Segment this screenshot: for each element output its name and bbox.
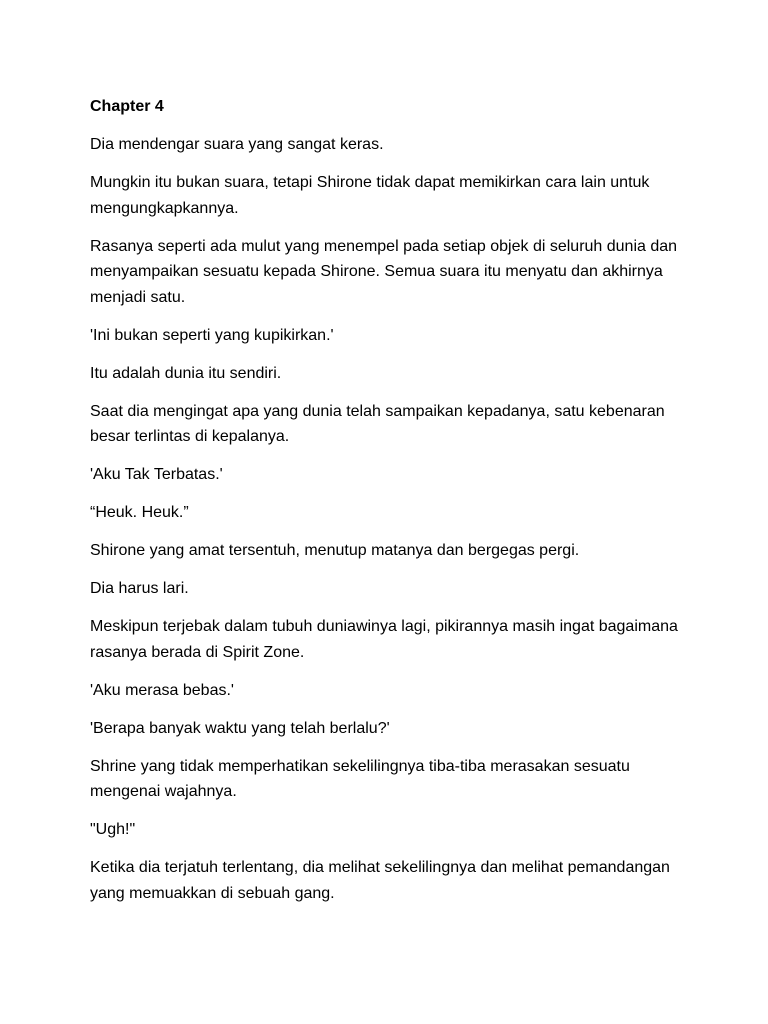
paragraph: Rasanya seperti ada mulut yang menempel pada setiap objek di seluruh dunia dan menyampaikan sesuatu kepada Shirone. Semua suara itu menyatu dan akhirnya menjadi satu.	[90, 237, 678, 306]
paragraph: Saat dia mengingat apa yang dunia telah sampaikan kepadanya, satu kebenaran besar terlintas di kepalanya.	[90, 402, 665, 445]
paragraph: Itu adalah dunia itu sendiri.	[90, 364, 282, 382]
paragraph: 'Ini bukan seperti yang kupikirkan.'	[90, 326, 334, 344]
paragraph: Shrine yang tidak memperhatikan sekelilingnya tiba-tiba merasakan sesuatu mengenai wajahnya.	[90, 757, 630, 800]
paragraph: 'Aku Tak Terbatas.'	[90, 466, 223, 483]
document-page	[90, 94, 690, 919]
paragraph: Meskipun terjebak dalam tubuh duniawinya lagi, pikirannya masih ingat bagaimana rasanya berada di Spirit Zone.	[90, 618, 678, 661]
paragraph: 'Berapa banyak waktu yang telah berlalu?'	[90, 719, 390, 737]
paragraph: Shirone yang amat tersentuh, menutup matanya dan bergegas pergi.	[90, 542, 580, 559]
paragraph: Dia harus lari.	[90, 580, 189, 597]
paragraph: 'Aku merasa bebas.'	[90, 681, 234, 699]
paragraph: "Ugh!"	[90, 821, 136, 838]
paragraph: Dia mendengar suara yang sangat keras.	[90, 136, 384, 153]
paragraph: Mungkin itu bukan suara, tetapi Shirone tidak dapat memikirkan cara lain untuk mengungkapkannya.	[90, 174, 650, 217]
paragraph: “Heuk. Heuk.”	[90, 504, 189, 521]
paragraph: Ketika dia terjatuh terlentang, dia melihat sekelilingnya dan melihat pemandangan yang memuakkan di sebuah gang.	[90, 859, 670, 902]
chapter-title: Chapter 4	[90, 98, 164, 115]
